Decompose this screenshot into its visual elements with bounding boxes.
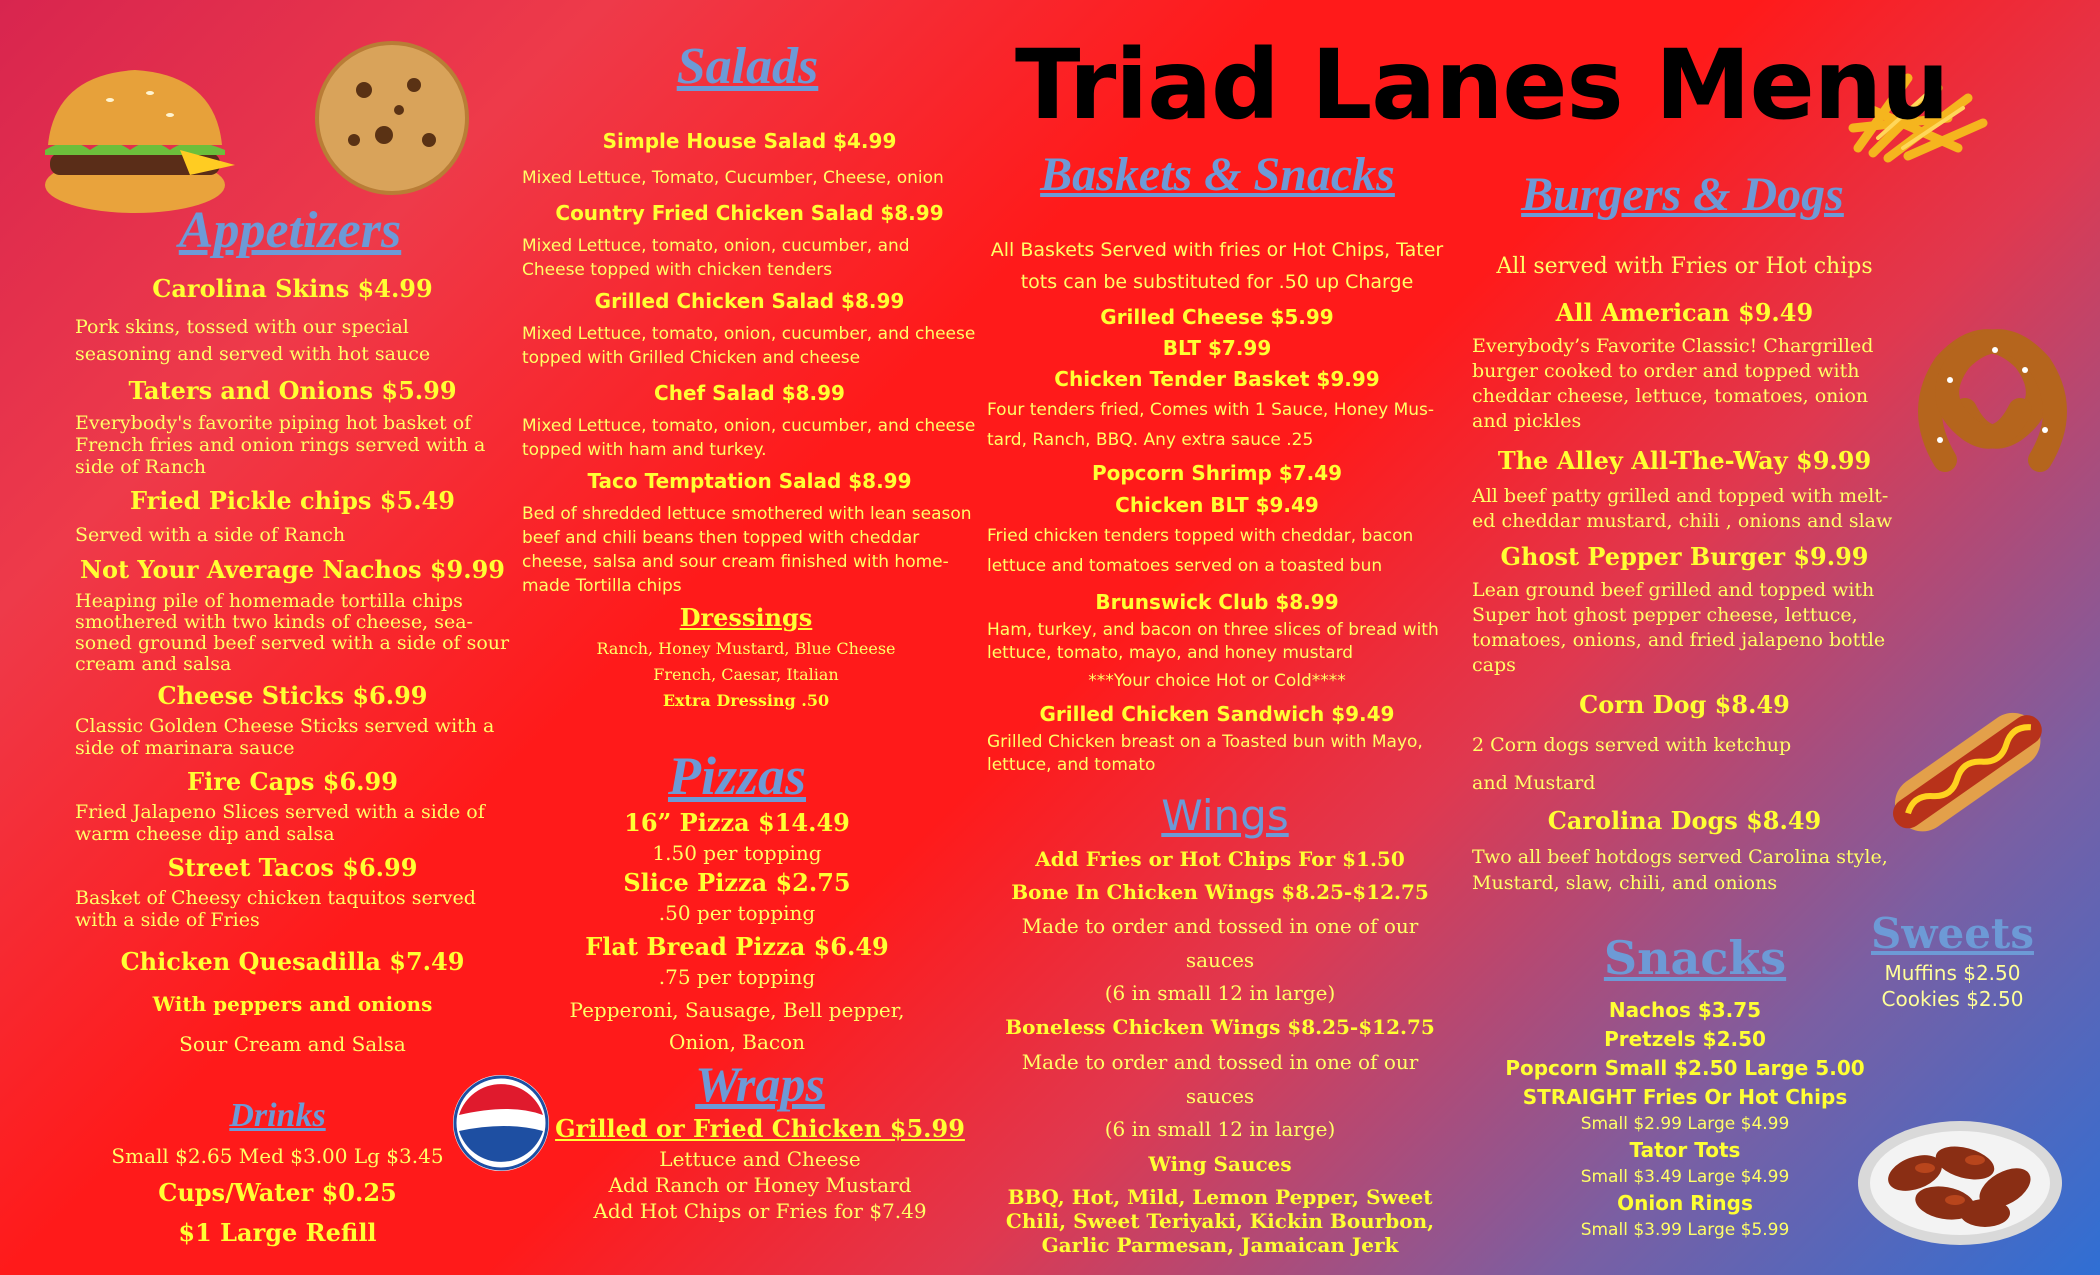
cookie-image [314,40,470,196]
drinks-section [75,1096,480,1250]
menu-item-desc-2: and Mustard [1472,772,1596,794]
menu-item-desc: lettuce, tomato, mayo, and honey mustard [987,643,1354,663]
burgers-intro: All served with Fries or Hot chips [1496,254,1873,279]
menu-item-name: Brunswick Club $8.99 [1095,590,1339,614]
salads-section [522,124,977,598]
menu-item-desc: tard, Ranch, BBQ. Any extra sauce .25 [987,430,1314,450]
wraps-section [545,1112,975,1224]
menu-item-name: Chicken Quesadilla $7.49 [120,947,465,976]
snack-straight-price: Small $2.99 Large $4.99 [1580,1114,1790,1134]
dressings-list-2: French, Caesar, Italian [653,665,839,684]
snack-nachos: Nachos $3.75 [1608,998,1762,1022]
baskets-intro-2: tots can be substituted for .50 up Charge [1020,271,1414,293]
menu-item-desc: Classic Golden Cheese Sticks served with a side of marinara sauce [75,715,495,759]
menu-item-desc: Mixed Lettuce, tomato, onion, cucumber, and cheese topped with ham and turkey. [522,416,976,460]
menu-item-name: Grilled Chicken Salad $8.99 [594,289,905,313]
wing-sauces-list-2: Chili, Sweet Teriyaki, Kickin Bourbon, [1005,1209,1435,1233]
drinks-heading: Drinks [229,1097,326,1134]
baskets-section [987,234,1447,777]
pizzas-heading: Pizzas [667,746,807,806]
menu-item-desc: .50 per topping [658,901,816,925]
menu-item-desc: Grilled Chicken breast on a Toasted bun with Mayo, [987,732,1423,752]
menu-item-name: Popcorn Shrimp $7.49 [1091,461,1343,485]
wings-size-2: (6 in small 12 in large) [1104,1117,1336,1141]
menu-item-desc: lettuce and tomatoes served on a toasted bun [987,556,1383,576]
menu-item-desc: Heaping pile of homemade tortilla chips smothered with two kinds of cheese, sea-soned ground beef served with a side of sour cream and salsa [75,590,510,675]
wraps-item: Grilled or Fried Chicken $5.99 [555,1114,965,1143]
drinks-cups: Cups/Water $0.25 [158,1178,397,1207]
snack-tots-price: Small $3.49 Large $4.99 [1580,1167,1790,1187]
menu-item-name: Fire Caps $6.99 [187,767,398,796]
wings-desc-2: Made to order and tossed in one of our sauces [1021,1050,1419,1108]
menu-item-desc: Mixed Lettuce, Tomato, Cucumber, Cheese, onion [522,168,944,188]
menu-item-name: Chef Salad $8.99 [654,381,845,405]
wraps-line-3: Add Hot Chips or Fries for $7.49 [593,1199,927,1223]
snack-rings: Onion Rings [1617,1191,1753,1215]
snack-rings-price: Small $3.99 Large $5.99 [1580,1220,1790,1240]
menu-item-name: Slice Pizza $2.75 [623,868,851,897]
sweets-section [1870,908,2035,1012]
menu-item-name: Country Fried Chicken Salad $8.99 [555,201,944,225]
menu-item-name: Taco Temptation Salad $8.99 [587,469,912,493]
snack-straight: STRAIGHT Fries Or Hot Chips [1522,1085,1848,1109]
pizza-toppings-2: Onion, Bacon [668,1030,806,1054]
menu-title: Triad Lanes Menu [1015,29,1949,141]
menu-item-desc: lettuce, and tomato [987,755,1156,775]
baskets-intro: All Baskets Served with fries or Hot Chips, Tater [990,239,1444,261]
menu-item-name: Simple House Salad $4.99 [602,129,897,153]
menu-item-desc: .75 per topping [658,965,816,989]
burgers-heading: Burgers & Dogs [1521,168,1844,221]
drinks-sizes: Small $2.65 Med $3.00 Lg $3.45 [111,1144,444,1168]
appetizers-section [75,272,510,1059]
wings-size: (6 in small 12 in large) [1104,981,1336,1005]
menu-item-desc: Ham, turkey, and bacon on three slices of bread with [987,620,1439,640]
menu-item-desc: Lean ground beef grilled and topped with Super hot ghost pepper cheese, lettuce, tomatoes, onions, and fried jalapeno bottle caps [1472,579,1886,676]
wing-sauces-heading: Wing Sauces [1148,1152,1292,1176]
menu-item-desc: Served with a side of Ranch [75,524,346,546]
menu-item-name: Flat Bread Pizza $6.49 [585,932,889,961]
menu-item-name: Chicken Tender Basket $9.99 [1054,367,1380,391]
menu-item-desc: Mixed Lettuce, tomato, onion, cucumber, and Cheese topped with chicken tenders [522,236,910,280]
menu-item-name: Grilled Chicken Sandwich $9.49 [1039,702,1395,726]
menu-item-desc: Everybody's favorite piping hot basket of French fries and onion rings served with a side of Ranch [75,412,486,478]
menu-item-name: Chicken BLT $9.49 [1115,493,1319,517]
snack-pretzels: Pretzels $2.50 [1604,1027,1766,1051]
snack-popcorn: Popcorn Small $2.50 Large 5.00 [1505,1056,1865,1080]
snacks-section [1470,996,1900,1242]
wing-sauces-list-3: Garlic Parmesan, Jamaican Jerk [1041,1233,1399,1257]
wings-section [985,843,1455,1257]
menu-item-desc: Bed of shredded lettuce smothered with lean season beef and chili beans then topped with cheddar cheese, salsa and sour cream finished with home-made Tortilla chips [522,504,972,596]
sweets-heading: Sweets [1871,909,2034,958]
menu-item-desc: Basket of Cheesy chicken taquitos served with a side of Fries [75,887,476,931]
menu-item-name: Corn Dog $8.49 [1579,690,1790,719]
menu-item-note: ***Your choice Hot or Cold**** [1088,671,1346,691]
dressings-extra: Extra Dressing .50 [662,691,830,710]
wings-bone-in: Bone In Chicken Wings $8.25-$12.75 [1011,880,1429,904]
burger-image [30,55,240,220]
hotdog-image [1880,685,2055,860]
menu-item-name: 16” Pizza $14.49 [624,808,850,837]
menu-item-name: Fried Pickle chips $5.49 [130,486,455,515]
menu-item-name: Cheese Sticks $6.99 [157,681,428,710]
menu-item-desc: All beef patty grilled and topped with melt-ed cheddar mustard, chili , onions and slaw [1472,485,1893,532]
menu-item-name: Carolina Skins $4.99 [152,274,433,303]
salads-heading: Salads [676,38,819,95]
menu-item-name: Ghost Pepper Burger $9.99 [1500,542,1869,571]
wings-desc: Made to order and tossed in one of our sauces [1021,914,1419,972]
wing-sauces-list: BBQ, Hot, Mild, Lemon Pepper, Sweet [1007,1185,1433,1209]
menu-item-name: Street Tacos $6.99 [167,853,418,882]
menu-item-desc: Pork skins, tossed with our special seasoning and served with hot sauce [75,316,431,365]
wings-heading: Wings [1161,791,1289,840]
menu-item-name: Grilled Cheese $5.99 [1100,305,1334,329]
dressings-section [522,600,970,714]
menu-item-name: Taters and Onions $5.99 [128,376,457,405]
dressings-heading: Dressings [679,603,813,632]
burgers-section [1472,250,1897,896]
dressings-list: Ranch, Honey Mustard, Blue Cheese [596,639,896,658]
wings-add: Add Fries or Hot Chips For $1.50 [1035,847,1405,871]
menu-item-desc: 1.50 per topping [652,841,822,865]
menu-item-desc: Everybody’s Favorite Classic! Chargrilled burger cooked to order and topped with cheddar cheese, lettuce, tomatoes, onion and pickles [1472,335,1874,432]
menu-item-extra: Sour Cream and Salsa [179,1032,406,1056]
wraps-heading: Wraps [695,1056,825,1112]
wings-boneless: Boneless Chicken Wings $8.25-$12.75 [1005,1015,1435,1039]
snacks-heading: Snacks [1603,931,1787,985]
menu-item-desc: With peppers and onions [152,992,433,1016]
pretzel-image [1905,320,2080,485]
menu-item-desc: Two all beef hotdogs served Carolina style, Mustard, slaw, chili, and onions [1472,846,1888,894]
menu-item-desc: Fried Jalapeno Slices served with a side of warm cheese dip and salsa [75,801,485,845]
wraps-line: Lettuce and Cheese [659,1147,861,1171]
snack-tots: Tator Tots [1629,1138,1741,1162]
baskets-heading: Baskets & Snacks [1040,148,1395,201]
sweets-cookies: Cookies $2.50 [1881,987,2024,1011]
menu-item-name: Carolina Dogs $8.49 [1547,806,1822,835]
menu-item-name: Not Your Average Nachos $9.99 [80,555,505,584]
menu-item-desc: 2 Corn dogs served with ketchup [1472,734,1792,756]
pizzas-section [522,806,952,1058]
menu-item-name: BLT $7.99 [1162,336,1272,360]
drinks-refill: $1 Large Refill [178,1218,377,1247]
appetizers-heading: Appetizers [178,202,402,259]
menu-item-name: The Alley All-The-Way $9.99 [1497,446,1872,475]
wraps-line-2: Add Ranch or Honey Mustard [608,1173,912,1197]
menu-item-name: All American $9.49 [1555,298,1814,327]
sweets-muffins: Muffins $2.50 [1884,961,2021,985]
menu-item-desc: Four tenders fried, Comes with 1 Sauce, Honey Mus- [987,400,1435,420]
pizza-toppings: Pepperoni, Sausage, Bell pepper, [569,998,905,1022]
menu-item-desc: Mixed Lettuce, tomato, onion, cucumber, and cheese topped with Grilled Chicken and cheese [522,324,976,368]
menu-item-desc: Fried chicken tenders topped with cheddar, bacon [987,526,1414,546]
